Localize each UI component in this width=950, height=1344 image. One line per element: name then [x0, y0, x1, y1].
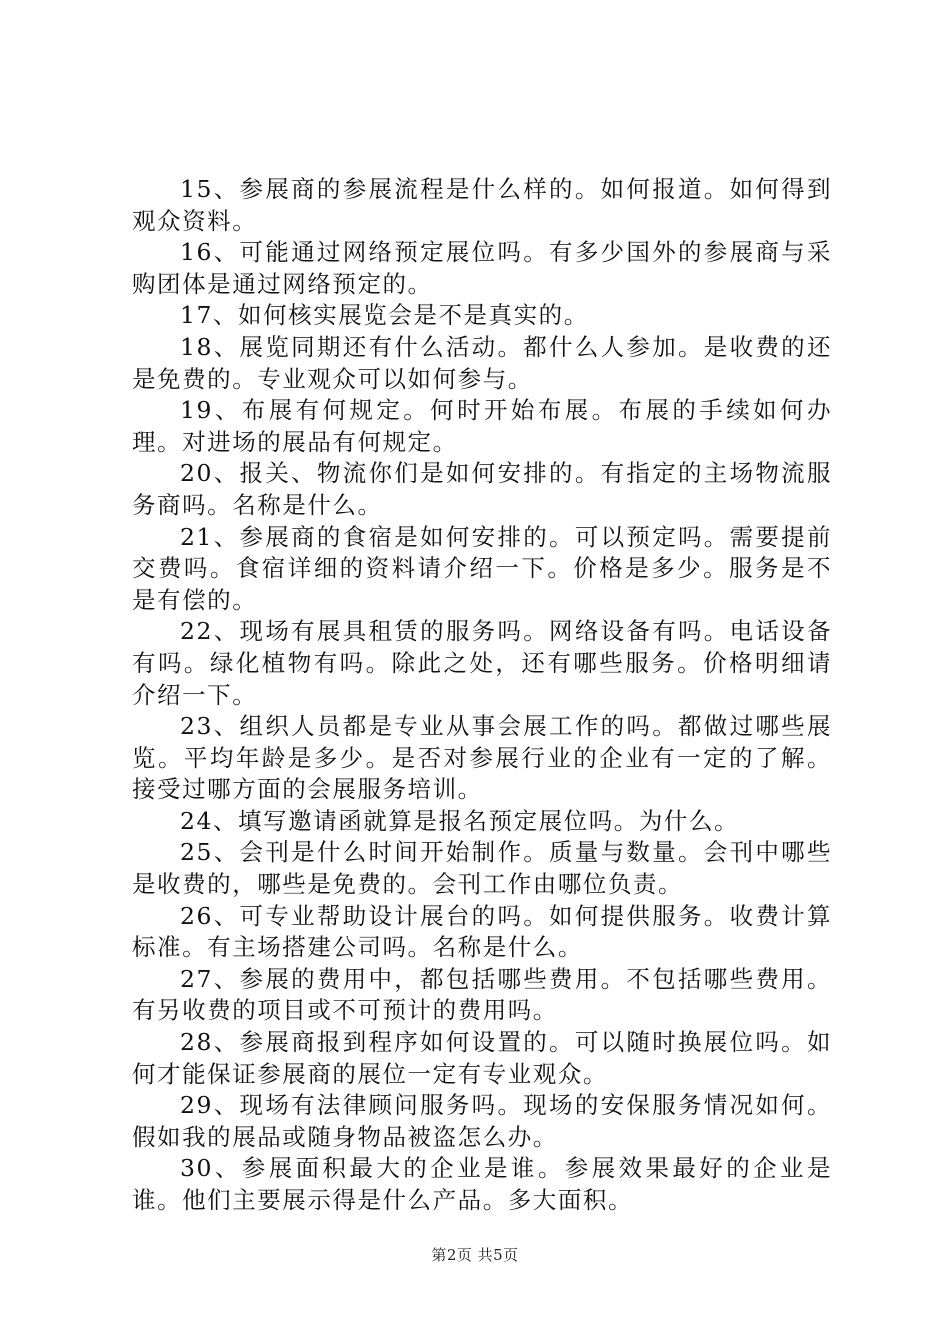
paragraph-24: 24、填写邀请函就算是报名预定展位吗。为什么。	[180, 806, 740, 835]
paragraph-19: 19、布展有何规定。何时开始布展。布展的手续如何办理。对进场的展品有何规定。	[132, 396, 832, 456]
document-body	[132, 174, 832, 1217]
paragraph-27: 27、参展的费用中，都包括哪些费用。不包括哪些费用。有另收费的项目或不可预计的费用吗。	[132, 964, 832, 1025]
paragraph-16: 16、可能通过网络预定展位吗。有多少国外的参展商与采购团体是通过网络预定的。	[132, 238, 832, 298]
paragraph-21: 21、参展商的食宿是如何安排的。可以预定吗。需要提前交费吗。食宿详细的资料请介绍一下。价格是多少。服务是不是有偿的。	[132, 522, 832, 614]
paragraph-26: 26、可专业帮助设计展台的吗。如何提供服务。收费计算标准。有主场搭建公司吗。名称是什么。	[132, 901, 832, 962]
page-footer	[0, 1244, 950, 1265]
paragraph-28: 28、参展商报到程序如何设置的。可以随时换展位吗。如何才能保证参展商的展位一定有专业观众。	[132, 1028, 832, 1088]
paragraph-18: 18、展览同期还有什么活动。都什么人参加。是收费的还是免费的。专业观众可以如何参与。	[132, 332, 832, 393]
paragraph-30: 30、参展面积最大的企业是谁。参展效果最好的企业是谁。他们主要展示得是什么产品。多大面积。	[132, 1154, 832, 1214]
paragraph-25: 25、会刊是什么时间开始制作。质量与数量。会刊中哪些是收费的，哪些是免费的。会刊工作由哪位负责。	[132, 838, 832, 899]
paragraph-29: 29、现场有法律顾问服务吗。现场的安保服务情况如何。假如我的展品或随身物品被盗怎么办。	[132, 1091, 832, 1151]
paragraph-23: 23、组织人员都是专业从事会展工作的吗。都做过哪些展览。平均年龄是多少。是否对参展行业的企业有一定的了解。接受过哪方面的会展服务培训。	[132, 712, 832, 804]
paragraph-22: 22、现场有展具租赁的服务吗。网络设备有吗。电话设备有吗。绿化植物有吗。除此之处，还有哪些服务。价格明细请介绍一下。	[132, 617, 832, 709]
paragraph-20: 20、报关、物流你们是如何安排的。有指定的主场物流服务商吗。名称是什么。	[132, 459, 832, 519]
paragraph-17: 17、如何核实展览会是不是真实的。	[180, 301, 589, 330]
page-number-label: 第2页 共5页	[431, 1246, 519, 1264]
paragraph-15: 15、参展商的参展流程是什么样的。如何报道。如何得到观众资料。	[132, 175, 832, 235]
